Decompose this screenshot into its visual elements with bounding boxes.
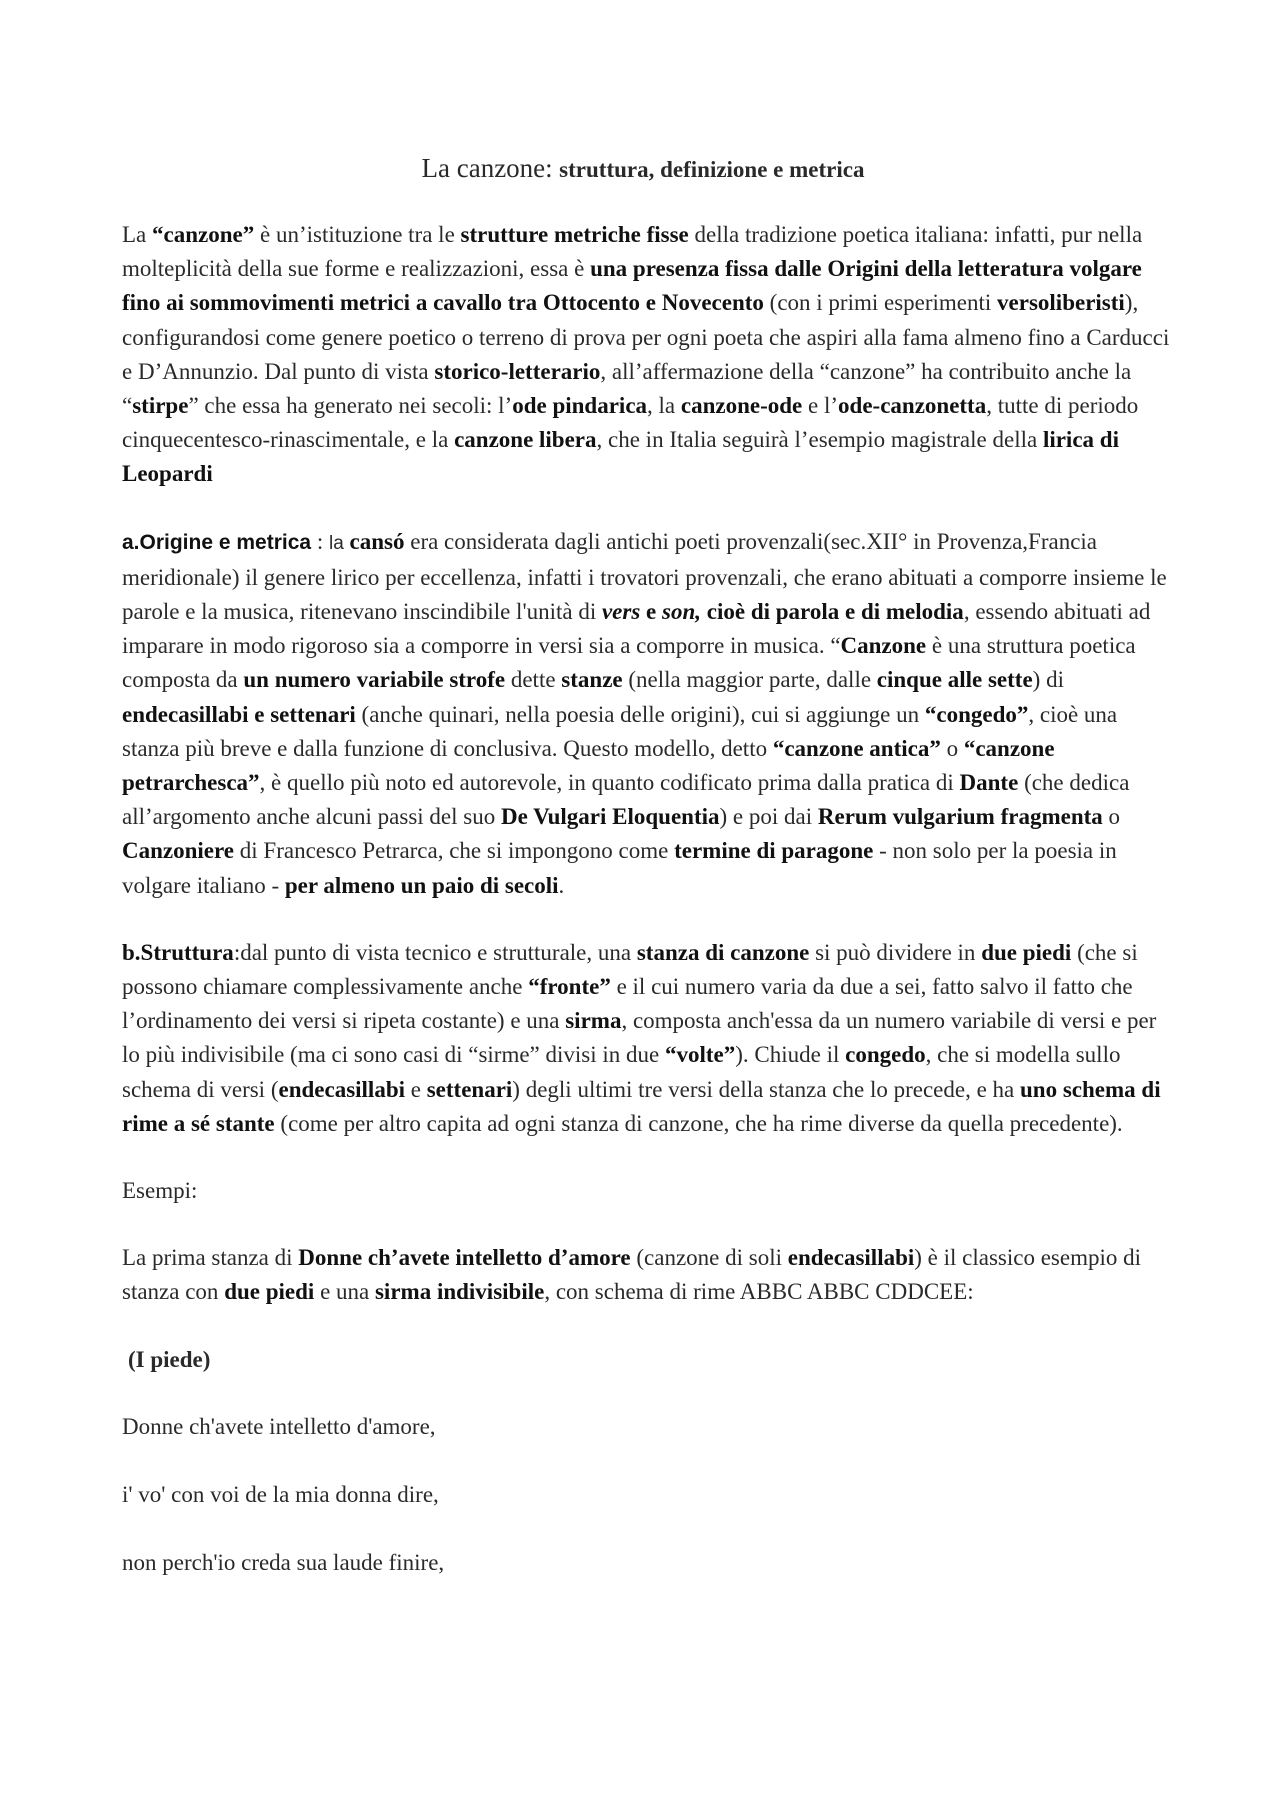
bold-term: una presenza fissa dalle Origini della letteratura volgare fino ai sommovimenti metrici a cavallo tra Ottocento e Novecento (122, 256, 1142, 316)
bold-term: cansó (349, 528, 405, 554)
bold-term: stirpe (132, 393, 189, 419)
text-run: La prima stanza di (122, 1245, 299, 1271)
bold-term: settenari (426, 1076, 513, 1102)
text-run: , che si modella sullo schema di versi ( (122, 1042, 1121, 1102)
bold-term: ode pindarica (512, 393, 648, 419)
bold-term: ode-canzonetta (838, 393, 987, 419)
text-run: ), configurandosi come genere poetico o terreno di prova per ogni poeta che aspiri alla fama almeno fino a Carducci e D’Annunzio. Dal punto di vista (122, 290, 1170, 384)
text-run: ) è il classico esempio di stanza con (122, 1245, 1142, 1305)
bold-term: e (640, 599, 663, 625)
bold-term: endecasillabi (787, 1245, 915, 1271)
section-heading-origin: a.Origine e metrica (122, 530, 312, 554)
text-run: (che si possono chiamare complessivamente anche (122, 939, 1138, 1000)
text-run: :dal punto di vista tecnico e strutturale, una (233, 939, 637, 965)
bold-term: storico-letterario (434, 358, 601, 384)
title-subtitle: struttura, definizione e metrica (559, 157, 865, 182)
bold-term: versoliberisti (997, 290, 1125, 316)
text-run: , con schema di rime ABBC ABBC CDDCEE: (544, 1279, 974, 1305)
bold-term: “fronte” (528, 974, 611, 1000)
text-run: è un’istituzione tra le (254, 222, 461, 247)
bold-term: “canzone antica” (772, 735, 941, 761)
bold-term: cioè di parola e di melodia (706, 599, 964, 625)
text-run: e il cui numero varia da due a sei, fatto salvo il fatto che l’ordinamento dei versi si ripeta costante) e una (122, 974, 1133, 1034)
text-run: (come per altro capita ad ogni stanza di canzone, che ha rime diverse da quella precedente). (274, 1110, 1123, 1136)
bold-term: “canzone” (152, 222, 255, 247)
verse-line: i' vo' con voi de la mia donna dire, (122, 1482, 439, 1508)
text-run: o (1102, 804, 1121, 830)
document-page (122, 150, 1172, 1615)
bold-term: canzone-ode (680, 393, 803, 419)
text-run: era considerata dagli antichi poeti provenzali(sec.XII° in Provenza,Francia meridionale) il genere lirico per eccellenza, infatti i trovatori provenzali, che erano abituati a comporre insieme le parole e la musica, ritenevano inscindibile l'unità di (122, 528, 1167, 625)
text-run: e l’ (802, 393, 839, 419)
bold-term: Rerum vulgarium fragmenta (817, 804, 1103, 830)
bold-term: congedo (845, 1042, 926, 1068)
bold-term: endecasillabi (278, 1076, 405, 1102)
text-run: La (122, 222, 153, 247)
bold-term: Donne ch’avete intelletto d’amore (298, 1245, 631, 1271)
example-paragraph (122, 1241, 1172, 1309)
bold-term: due piedi (981, 939, 1072, 965)
text-run: , è quello più noto ed autorevole, in quanto codificato prima dalla pratica di (259, 770, 960, 796)
text-run: (che dedica all’argomento anche alcuni passi del suo (122, 770, 1130, 830)
text-run: la (328, 532, 344, 554)
section-heading-structure: b.Struttura (122, 939, 234, 965)
origin-paragraph (122, 525, 1172, 903)
bold-term: “canzone petrarchesca” (122, 735, 1055, 796)
bold-term: canzone libera (454, 427, 597, 453)
text-run: ” che essa ha generato nei secoli: l’ (188, 393, 513, 419)
verse-line: Donne ch'avete intelletto d'amore, (122, 1413, 436, 1439)
text-run: , essendo abituati ad imparare in modo rigoroso sia a comporre in versi sia a comporre in musica. “ (122, 599, 1151, 659)
bold-term: De Vulgari Eloquentia (500, 804, 720, 830)
text-run: è una struttura poetica composta da (122, 633, 1136, 693)
bold-term: sirma indivisibile (374, 1279, 545, 1305)
text-run: dette (505, 667, 562, 693)
bold-term: strutture metriche fisse (460, 222, 689, 247)
text-run: - non solo per la poesia in volgare italiano - (122, 838, 1117, 898)
text-run: o (940, 735, 964, 761)
bold-term: lirica di Leopardi (122, 427, 1119, 487)
bold-term: endecasillabi e settenari (122, 701, 356, 727)
text-run: , la (647, 393, 681, 419)
bold-term: due piedi (224, 1279, 315, 1305)
text-run: , composta anch'essa da un numero variabile di versi e per lo più indivisibile (ma ci sono casi di “sirme” divisi in due (122, 1008, 1157, 1068)
bold-term: cinque alle sette (876, 667, 1033, 693)
text-run: si può dividere in (809, 939, 982, 965)
bold-term: termine di paragone (674, 838, 874, 864)
text-run: . (558, 872, 565, 898)
text-run: (nella maggior parte, dalle (622, 667, 877, 693)
text-run: (canzone di soli (630, 1245, 788, 1271)
document-title (122, 150, 1172, 188)
text-run: ). Chiude il (735, 1042, 846, 1068)
text-run: ) degli ultimi tre versi della stanza che lo precede, e ha (512, 1076, 1020, 1102)
text-run: della tradizione poetica italiana: infatti, pur nella molteplicità della sue forme e realizzazioni, essa è (122, 222, 1143, 282)
title-main: La canzone: (421, 153, 553, 183)
text-run: , all’affermazione della “canzone” ha contribuito anche la “ (122, 358, 1132, 419)
intro-paragraph (122, 218, 1172, 492)
text-run: : (311, 528, 329, 554)
bold-term: “congedo” (924, 701, 1029, 727)
text-run: e (405, 1076, 427, 1102)
bold-term: Canzone (840, 633, 927, 659)
bold-term: per almeno un paio di secoli (284, 872, 559, 898)
text-run: , che in Italia seguirà l’esempio magistrale della (596, 427, 1043, 453)
bold-term: Dante (959, 770, 1019, 796)
bold-term: stanze (561, 667, 623, 693)
text-run: (con i primi esperimenti (763, 290, 998, 316)
text-run: (anche quinari, nella poesia delle origini), cui si aggiunge un (355, 701, 925, 727)
bold-term: Canzoniere (122, 838, 235, 864)
bold-term: sirma (565, 1008, 622, 1034)
text-run: , cioè una stanza più breve e dalla funzione di conclusiva. Questo modello, detto (122, 701, 1118, 761)
piede-label: (I piede) (128, 1346, 211, 1372)
text-run: ) di (1032, 667, 1064, 693)
bold-term: un numero variabile strofe (243, 667, 506, 693)
text-run: e una (314, 1279, 375, 1305)
bold-term: “volte” (664, 1042, 736, 1068)
text-run: , tutte di periodo cinquecentesco-rinascimentale, e la (122, 393, 1139, 453)
bold-italic-term: son, (662, 599, 702, 625)
examples-label: Esempi: (122, 1178, 198, 1204)
text-run: ) e poi dai (719, 804, 818, 830)
structure-paragraph (122, 936, 1172, 1141)
bold-term: stanza di canzone (636, 939, 810, 965)
bold-term: uno schema di rime a sé stante (122, 1076, 1161, 1136)
text-run: di Francesco Petrarca, che si impongono come (234, 838, 675, 864)
verse-line: non perch'io creda sua laude finire, (122, 1550, 445, 1576)
bold-italic-term: vers (601, 599, 641, 625)
